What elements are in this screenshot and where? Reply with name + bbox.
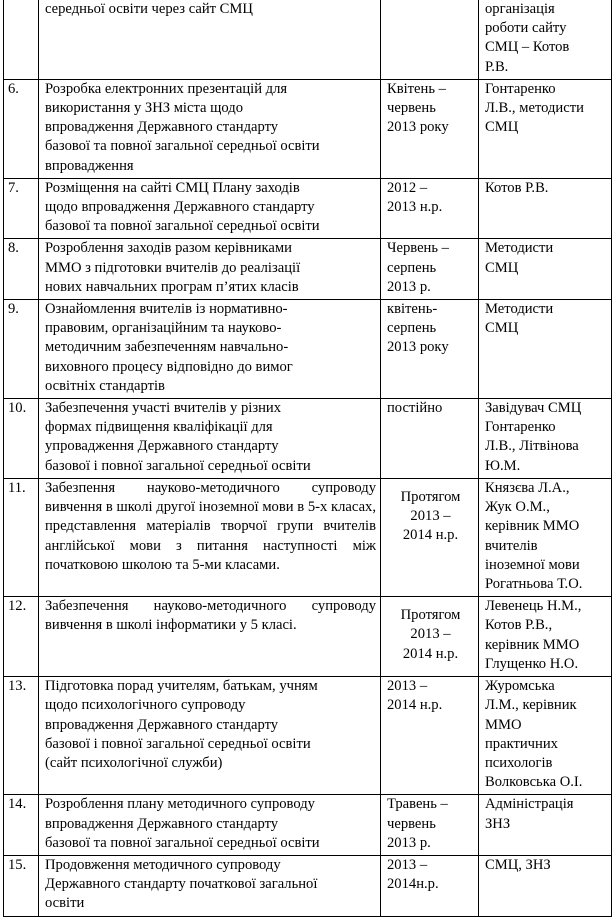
row-number: 6.: [4, 79, 39, 178]
term-cell: 2013 – 2014н.р.: [381, 855, 479, 916]
table-row: [4, 300, 612, 399]
responsible-cell: Князєва Л.А., Жук О.М., керівник ММО вчителів іноземної мови Рогатньова Т.О.: [479, 479, 612, 597]
table-row: [4, 239, 612, 300]
task-cell: Продовження методичного супроводу Державного стандарту початкової загальної освіти: [39, 855, 381, 916]
task-cell: Забезпення науково-методичного супроводу вивчення в школі другої іноземної мови в 5-х класах, представлення матеріалів творчої групи вчителів англійської мови з питання наступності між початковою школою та 5-ми класами.: [39, 479, 381, 597]
responsible-cell: Гонтаренко Л.В., методисти СМЦ: [479, 79, 612, 178]
measures-table: [3, 0, 612, 917]
table-row: [4, 795, 612, 856]
responsible-cell: Котов Р.В.: [479, 178, 612, 239]
responsible-cell: Адміністрація ЗНЗ: [479, 795, 612, 856]
task-cell: Забезпечення науково-методичного супроводу вивчення в школі інформатики у 5 класі.: [39, 597, 381, 677]
term-text: Протягом 2013 – 2014 н.р.: [400, 607, 461, 662]
task-cell: Розробка електронних презентацій для використання у ЗНЗ міста щодо впровадження Державного стандарту базової та повної загальної середньої освіти впровадження: [39, 79, 381, 178]
term-cell: квітень- серпень 2013 року: [381, 300, 479, 399]
task-cell: Ознайомлення вчителів із нормативно- правовим, організаційним та науково- методичним забезпеченням навчально- виховного процесу відповідно до вимог освітніх стандартів: [39, 300, 381, 399]
row-number: [4, 0, 39, 79]
term-cell: 2012 – 2013 н.р.: [381, 178, 479, 239]
responsible-cell: СМЦ, ЗНЗ: [479, 855, 612, 916]
table-row: [4, 677, 612, 795]
table-row: [4, 855, 612, 916]
responsible-cell: Левенець Н.М., Котов Р.В., керівник ММО Глущенко Н.О.: [479, 597, 612, 677]
row-number: 12.: [4, 597, 39, 677]
term-cell: 2013 – 2014 н.р.: [381, 677, 479, 795]
row-number: 9.: [4, 300, 39, 399]
task-cell: Розміщення на сайті СМЦ Плану заходів щодо впровадження Державного стандарту базової та повної загальної середньої освіти: [39, 178, 381, 239]
term-cell: постійно: [381, 399, 479, 479]
table-row: [4, 0, 612, 79]
cell-spacer: [387, 479, 474, 488]
table-row: [4, 597, 612, 677]
row-number: 15.: [4, 855, 39, 916]
task-cell: Розроблення заходів разом керівниками ММО з підготовки вчителів до реалізації нових навчальних програм п’ятих класів: [39, 239, 381, 300]
responsible-cell: Журомська Л.М., керівник ММО практичних психологів Волковська О.І.: [479, 677, 612, 795]
responsible-cell: Методисти СМЦ: [479, 300, 612, 399]
responsible-cell: Методисти СМЦ: [479, 239, 612, 300]
responsible-cell: організація роботи сайту СМЦ – Котов Р.В.: [479, 0, 612, 79]
table-row: [4, 479, 612, 597]
row-number: 14.: [4, 795, 39, 856]
table-row: [4, 79, 612, 178]
term-cell: Червень – серпень 2013 р.: [381, 239, 479, 300]
task-cell: Забезпечення участі вчителів у різних формах підвищення кваліфікації для упровадження Державного стандарту базової і повної загальної середньої освіти: [39, 399, 381, 479]
term-cell: Квітень – червень 2013 року: [381, 79, 479, 178]
term-text: Протягом 2013 – 2014 н.р.: [400, 489, 461, 544]
term-cell: [381, 479, 479, 597]
row-number: 13.: [4, 677, 39, 795]
row-number: 7.: [4, 178, 39, 239]
row-number: 11.: [4, 479, 39, 597]
row-number: 10.: [4, 399, 39, 479]
cell-spacer: [387, 597, 474, 606]
table-row: [4, 399, 612, 479]
term-cell: [381, 0, 479, 79]
responsible-cell: Завідувач СМЦ Гонтаренко Л.В., Літвінова Ю.М.: [479, 399, 612, 479]
term-cell: [381, 597, 479, 677]
task-cell: середньої освіти через сайт СМЦ: [39, 0, 381, 79]
task-cell: Розроблення плану методичного супроводу впровадження Державного стандарту базової та повної загальної середньої освіти: [39, 795, 381, 856]
row-number: 8.: [4, 239, 39, 300]
table-row: [4, 178, 612, 239]
term-cell: Травень – червень 2013 р.: [381, 795, 479, 856]
task-cell: Підготовка порад учителям, батькам, учням щодо психологічного супроводу впровадження Державного стандарту базової і повної загальної середньої освіти (сайт психологічної служби): [39, 677, 381, 795]
